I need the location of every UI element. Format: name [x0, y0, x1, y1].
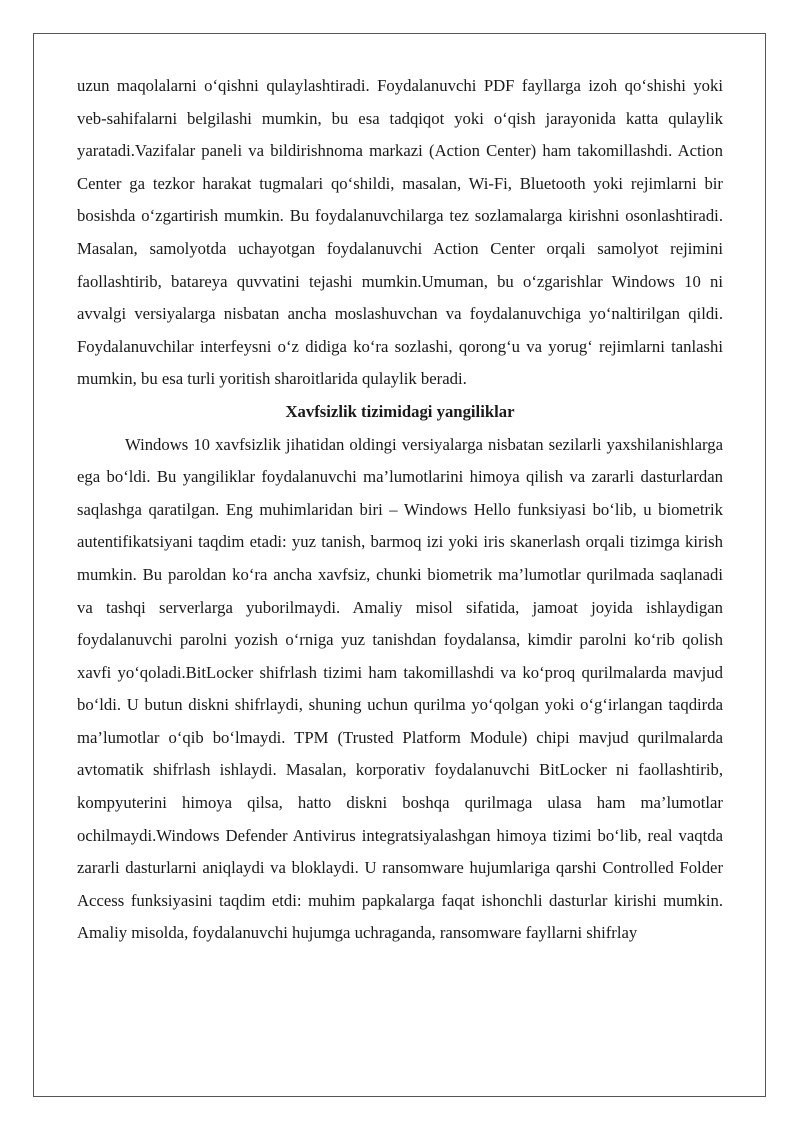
document-body [77, 70, 723, 950]
paragraph-security: Windows 10 xavfsizlik jihatidan oldingi versiyalarga nisbatan sezilarli yaxshilanishlarga ega bo‘ldi. Bu yangiliklar foydalanuvchi ma’lumotlarini himoya qilish va zararli dasturlardan saqlashga qaratilgan. Eng muhimlaridan biri – Windows Hello funksiyasi bo‘lib, u biometrik autentifikatsiyani taqdim etadi: yuz tanish, barmoq izi yoki iris skanerlash orqali tizimga kirish mumkin. Bu paroldan ko‘ra ancha xavfsiz, chunki biometrik ma’lumotlar qurilmada saqlanadi va tashqi serverlarga yuborilmaydi. Amaliy misol sifatida, jamoat joyida ishlaydigan foydalanuvchi parolni yozish o‘rniga yuz tanishdan foydalansa, kimdir parolni ko‘rib qolish xavfi yo‘qoladi.BitLocker shifrlash tizimi ham takomillashdi va ko‘proq qurilmalarda mavjud bo‘ldi. U butun diskni shifrlaydi, shuning uchun qurilma yo‘qolgan yoki o‘g‘irlangan taqdirda ma’lumotlar o‘qib bo‘lmaydi. TPM (Trusted Platform Module) chipi mavjud qurilmalarda avtomatik shifrlash ishlaydi. Masalan, korporativ foydalanuvchi BitLocker ni faollashtirib, kompyuterini himoya qilsa, hatto diskni boshqa qurilmaga ulasa ham ma’lumotlar ochilmaydi.Windows Defender Antivirus integratsiyalashgan himoya tizimi bo‘lib, real vaqtda zararli dasturlarni aniqlaydi va bloklaydi. U ransomware hujumlariga qarshi Controlled Folder Access funksiyasini taqdim etdi: muhim papkalarga faqat ishonchli dasturlar kirishi mumkin. Amaliy misolda, foydalanuvchi hujumga uchraganda, ransomware fayllarni shifrlay [77, 434, 723, 943]
paragraph-intro-continuation: uzun maqolalarni o‘qishni qulaylashtiradi. Foydalanuvchi PDF fayllarga izoh qo‘shishi yoki veb-sahifalarni belgilashi mumkin, bu esa tadqiqot yoki o‘qish jarayonida katta qulaylik yaratadi.Vazifalar paneli va bildirishnoma markazi (Action Center) ham takomillashdi. Action Center ga tezkor harakat tugmalari qo‘shildi, masalan, Wi-Fi, Bluetooth yoki rejimlarni bir bosishda o‘zgartirish mumkin. Bu foydalanuvchilarga tez sozlamalarga kirishni osonlashtiradi. Masalan, samolyotda uchayotgan foydalanuvchi Action Center orqali samolyot rejimini faollashtirib, batareya quvvatini tejashi mumkin.Umuman, bu o‘zgarishlar Windows 10 ni avvalgi versiyalarga nisbatan ancha moslashuvchan va foydalanuvchiga yo‘naltirilgan qildi. Foydalanuvchilar interfeysni o‘z didiga ko‘ra sozlashi, qorong‘u va yorug‘ rejimlarni tanlashi mumkin, bu esa turli yoritish sharoitlarida qulaylik beradi. [77, 76, 723, 389]
section-heading: Xavfsizlik tizimidagi yangiliklar [285, 401, 515, 421]
